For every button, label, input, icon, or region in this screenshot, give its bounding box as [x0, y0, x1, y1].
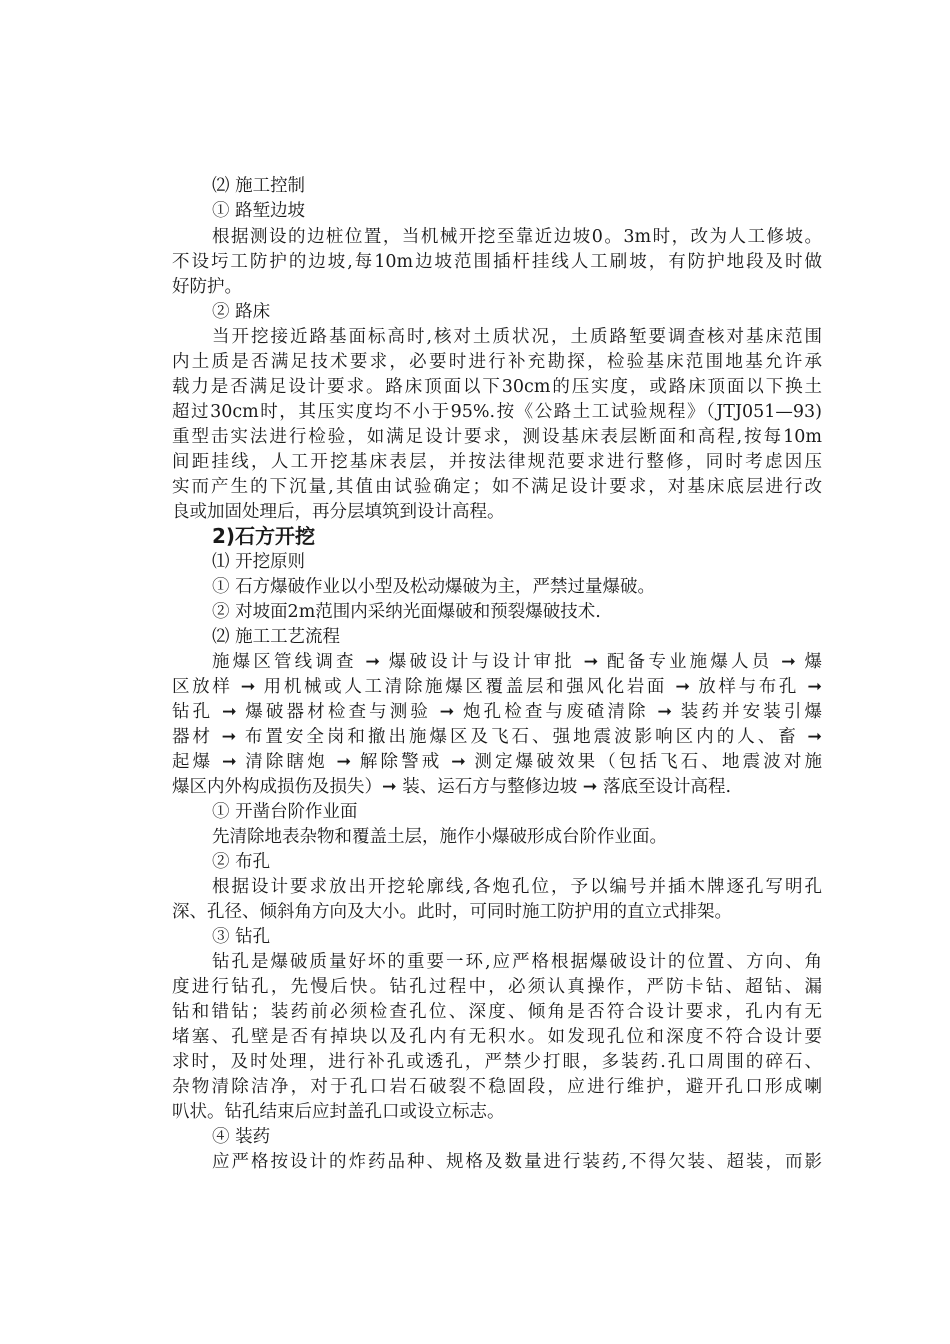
- flow-line: 区放样 ➞ 用机械或人工清除施爆区覆盖层和强风化岩面 ➞ 放样与布孔 ➞: [172, 677, 822, 697]
- paragraph-line: 间距挂线，人工开挖基床表层，并按法律规范要求进行整修，同时考虑因压: [172, 452, 822, 472]
- paragraph-line: 载力是否满足设计要求。路床顶面以下30cm的压实度，或路床顶面以下换土: [172, 377, 822, 397]
- paragraph-line: 重型击实法进行检验，如满足设计要求，测设基床表层断面和高程,按每10m: [172, 427, 822, 447]
- subheading-process-flow: ⑵ 施工工艺流程: [212, 627, 341, 647]
- paragraph-line: 求时，及时处理，进行补孔或透孔，严禁少打眼，多装药.孔口周围的碎石、: [172, 1052, 822, 1072]
- paragraph-line: 应严格按设计的炸药品种、规格及数量进行装药,不得欠装、超装，而影: [212, 1152, 822, 1172]
- subheading-roadbed: ② 路床: [212, 302, 271, 322]
- paragraph-line: 叭状。钻孔结束后应封盖孔口或设立标志。: [172, 1102, 505, 1122]
- paragraph-line: 钻和错钻；装药前必须检查孔位、深度、倾角是否符合设计要求，孔内有无: [172, 1002, 822, 1022]
- paragraph-line: 良或加固处理后，再分层填筑到设计高程。: [172, 502, 505, 522]
- flow-line: 钻孔 ➞ 爆破器材检查与测验 ➞ 炮孔检查与废碴清除 ➞ 装药并安装引爆: [172, 702, 822, 722]
- paragraph-line: 根据设计要求放出开挖轮廓线,各炮孔位，予以编号并插木牌逐孔写明孔: [212, 877, 822, 897]
- paragraph-line: 内土质是否满足技术要求，必要时进行补充勘探，检验基床范围地基允许承: [172, 352, 822, 372]
- section-heading-construction-control: ⑵ 施工控制: [212, 176, 306, 196]
- list-item: ② 对坡面2m范围内采纳光面爆破和预裂爆破技术.: [212, 602, 601, 622]
- paragraph-line: 度进行钻孔，先慢后快。钻孔过程中，必须认真操作，严防卡钻、超钻、漏: [172, 977, 822, 997]
- paragraph-line: 杂物清除洁净，对于孔口岩石破裂不稳固段，应进行维护，避开孔口形成喇: [172, 1077, 822, 1097]
- flow-line: 起爆 ➞ 清除瞎炮 ➞ 解除警戒 ➞ 测定爆破效果（包括飞石、地震波对施: [172, 752, 822, 772]
- flow-line: 爆区内外构成损伤及损失）➞ 装、运石方与整修边坡 ➞ 落底至设计高程.: [172, 777, 732, 797]
- subheading-cutting-slope: ① 路堑边坡: [212, 201, 306, 221]
- subheading-excavation-principle: ⑴ 开挖原则: [212, 552, 306, 572]
- paragraph-line: 好防护。: [172, 277, 242, 297]
- subheading-charging: ④ 装药: [212, 1127, 271, 1147]
- flow-line: 器材 ➞ 布置安全岗和撤出施爆区及飞石、强地震波影响区内的人、畜 ➞: [172, 727, 822, 747]
- paragraph-line: 实而产生的下沉量,其值由试验确定；如不满足设计要求，对基床底层进行改: [172, 477, 822, 497]
- list-item: ① 石方爆破作业以小型及松动爆破为主，严禁过量爆破。: [212, 577, 656, 597]
- paragraph-line: 根据测设的边桩位置，当机械开挖至靠近边坡0。3m时，改为人工修坡。: [212, 227, 822, 247]
- section-heading-rock-excavation: 2)石方开挖: [212, 524, 316, 548]
- paragraph-line: 不设圬工防护的边坡,每10m边坡范围插杆挂线人工刷坡，有防护地段及时做: [172, 252, 822, 272]
- paragraph-line: 当开挖接近路基面标高时,核对土质状况，土质路堑要调查核对基床范围: [212, 327, 822, 347]
- flow-line: 施爆区管线调查 ➞ 爆破设计与设计审批 ➞ 配备专业施爆人员 ➞ 爆: [212, 652, 822, 672]
- paragraph-line: 先清除地表杂物和覆盖土层，施作小爆破形成台阶作业面。: [212, 827, 667, 847]
- paragraph-line: 钻孔是爆破质量好坏的重要一环,应严格根据爆破设计的位置、方向、角: [212, 952, 822, 972]
- subheading-drilling: ③ 钻孔: [212, 927, 271, 947]
- subheading-hole-layout: ② 布孔: [212, 852, 271, 872]
- paragraph-line: 超过30cm时，其压实度均不小于95%.按《公路土工试验规程》（JTJ051—93): [172, 402, 822, 422]
- subheading-bench-face: ① 开凿台阶作业面: [212, 802, 358, 822]
- paragraph-line: 深、孔径、倾斜角方向及大小。此时，可同时施工防护用的直立式排架。: [172, 902, 732, 922]
- paragraph-line: 堵塞、孔壁是否有掉块以及孔内有无积水。如发现孔位和深度不符合设计要: [172, 1027, 822, 1047]
